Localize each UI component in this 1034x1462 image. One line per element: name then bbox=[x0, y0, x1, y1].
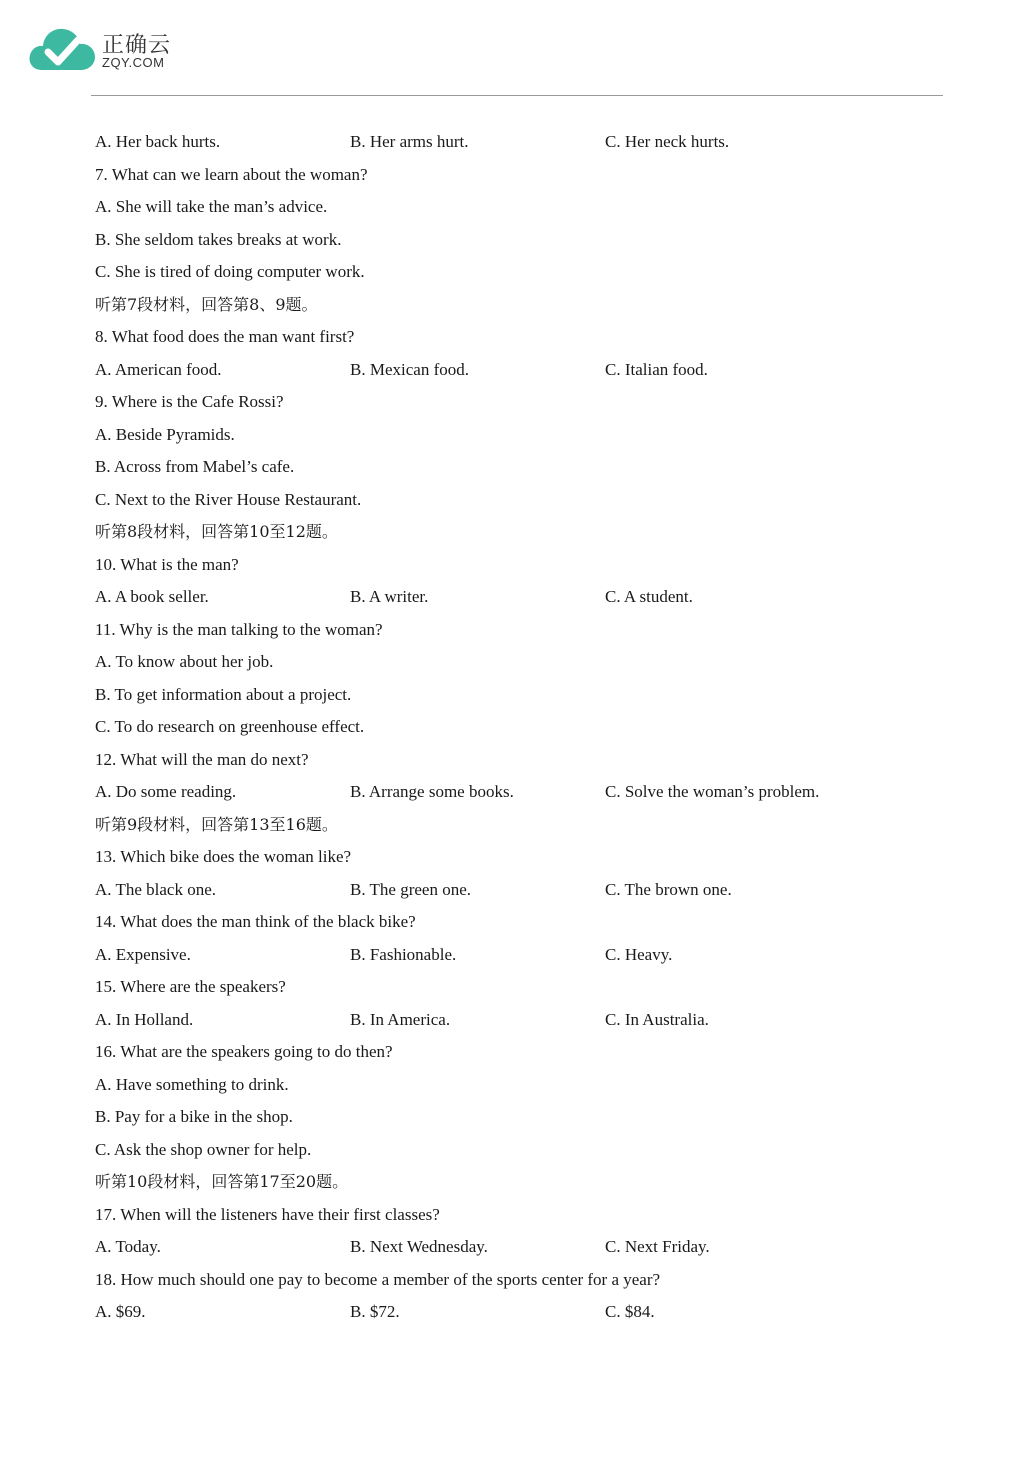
section-instruction: 听第7段材料，回答第8、9题。 bbox=[95, 294, 318, 314]
question-list bbox=[95, 126, 945, 1329]
option-b: B. In America. bbox=[350, 1009, 451, 1029]
option-b: B. Arrange some books. bbox=[350, 782, 514, 801]
question-line: A. Beside Pyramids. bbox=[95, 424, 235, 444]
question-line: A. Have something to drink. bbox=[95, 1074, 289, 1094]
options-row bbox=[95, 1231, 945, 1264]
option-b: B. Fashionable. bbox=[350, 944, 457, 964]
option-a: A. Today. bbox=[95, 1237, 161, 1256]
question-line: 8. What food does the man want first? bbox=[95, 327, 355, 346]
question-line: C. Next to the River House Restaurant. bbox=[95, 489, 362, 509]
question-line: 12. What will the man do next? bbox=[95, 749, 309, 769]
question-line: 7. What can we learn about the woman? bbox=[95, 164, 368, 184]
brand-name-cn: 正确云 bbox=[102, 33, 172, 58]
option-c: C. Her neck hurts. bbox=[605, 132, 730, 151]
site-header bbox=[28, 22, 228, 78]
option-b: B. Next Wednesday. bbox=[350, 1237, 488, 1256]
question-line: B. To get information about a project. bbox=[95, 684, 352, 704]
header-divider bbox=[91, 95, 943, 96]
option-c: C. The brown one. bbox=[605, 879, 732, 899]
option-b: B. The green one. bbox=[350, 879, 472, 899]
option-a: A. American food. bbox=[95, 359, 222, 379]
option-c: C. A student. bbox=[605, 587, 693, 606]
option-c: C. Solve the woman’s problem. bbox=[605, 782, 820, 801]
question-line: B. She seldom takes breaks at work. bbox=[95, 229, 342, 249]
options-row bbox=[95, 1004, 945, 1037]
question-line: 9. Where is the Cafe Rossi? bbox=[95, 392, 284, 411]
question-line: C. Ask the shop owner for help. bbox=[95, 1139, 312, 1159]
options-row bbox=[95, 126, 945, 159]
options-row bbox=[95, 776, 945, 809]
section-instruction: 听第10段材料，回答第17至20题。 bbox=[95, 1172, 349, 1191]
options-row bbox=[95, 354, 945, 387]
question-line: 17. When will the listeners have their first classes? bbox=[95, 1204, 440, 1224]
question-line: B. Across from Mabel’s cafe. bbox=[95, 457, 295, 476]
option-a: A. The black one. bbox=[95, 879, 217, 899]
question-line: 15. Where are the speakers? bbox=[95, 977, 286, 996]
option-c: C. $84. bbox=[605, 1302, 655, 1321]
options-row bbox=[95, 874, 945, 907]
option-c: C. Heavy. bbox=[605, 944, 673, 964]
question-line: 13. Which bike does the woman like? bbox=[95, 847, 352, 866]
option-b: B. A writer. bbox=[350, 587, 429, 606]
section-instruction: 听第8段材料，回答第10至12题。 bbox=[95, 522, 338, 541]
option-a: A. Her back hurts. bbox=[95, 132, 221, 151]
options-row bbox=[95, 1296, 945, 1329]
brand-name-en: ZQY.COM bbox=[102, 55, 165, 70]
question-line: 14. What does the man think of the black bike? bbox=[95, 912, 416, 931]
option-b: B. Mexican food. bbox=[350, 359, 469, 379]
question-line: 18. How much should one pay to become a member of the sports center for a year? bbox=[95, 1269, 661, 1289]
question-line: 11. Why is the man talking to the woman? bbox=[95, 619, 383, 639]
option-c: C. Italian food. bbox=[605, 359, 708, 379]
option-c: C. Next Friday. bbox=[605, 1237, 710, 1256]
question-line: B. Pay for a bike in the shop. bbox=[95, 1107, 293, 1126]
question-line: 16. What are the speakers going to do then? bbox=[95, 1042, 393, 1061]
option-a: A. $69. bbox=[95, 1302, 146, 1321]
question-line: C. To do research on greenhouse effect. bbox=[95, 717, 365, 736]
option-a: A. In Holland. bbox=[95, 1009, 194, 1029]
option-a: A. A book seller. bbox=[95, 587, 209, 606]
option-b: B. $72. bbox=[350, 1302, 400, 1321]
option-a: A. Expensive. bbox=[95, 944, 191, 964]
cloud-check-logo-icon bbox=[28, 22, 98, 74]
question-line: A. To know about her job. bbox=[95, 652, 274, 671]
section-instruction: 听第9段材料，回答第13至16题。 bbox=[95, 814, 338, 834]
question-line: 10. What is the man? bbox=[95, 554, 239, 574]
options-row bbox=[95, 939, 945, 972]
option-c: C. In Australia. bbox=[605, 1009, 709, 1029]
question-line: C. She is tired of doing computer work. bbox=[95, 262, 365, 281]
options-row bbox=[95, 581, 945, 614]
option-b: B. Her arms hurt. bbox=[350, 132, 469, 151]
option-a: A. Do some reading. bbox=[95, 782, 237, 801]
question-line: A. She will take the man’s advice. bbox=[95, 197, 328, 216]
